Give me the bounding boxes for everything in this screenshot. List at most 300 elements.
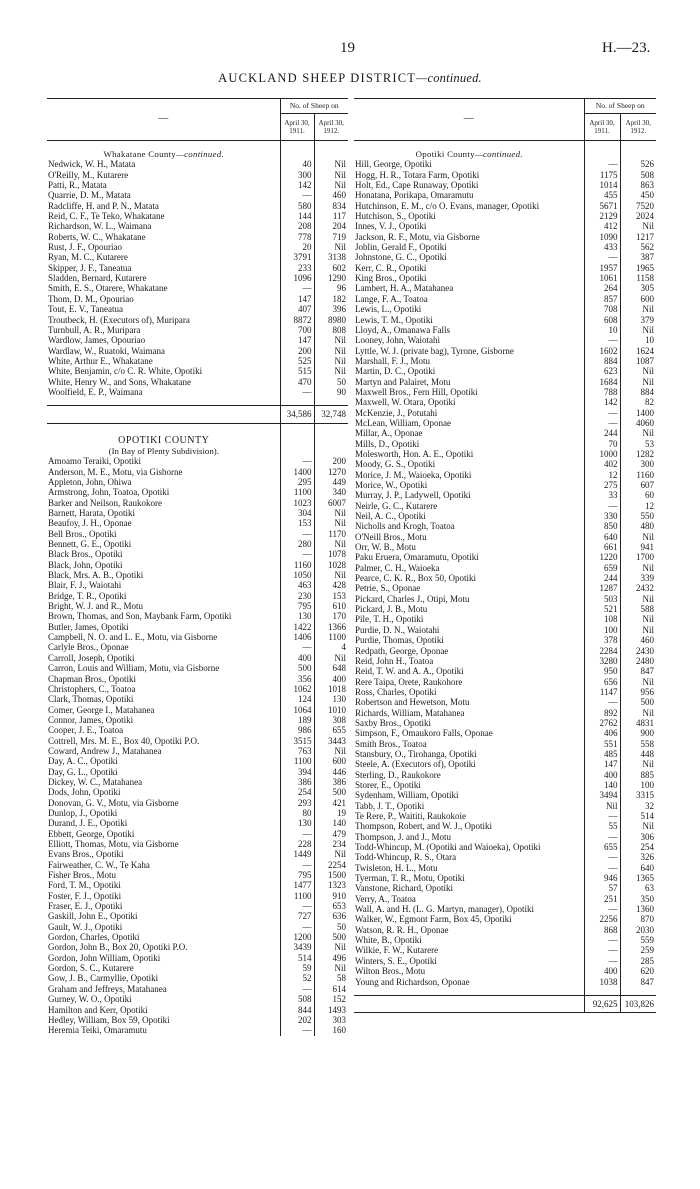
sheep-1912: 100 (640, 779, 654, 790)
sheep-1911: 140 (584, 780, 620, 790)
owner-name: Fairweather, C. W., Te Kaha (48, 859, 150, 870)
table-row (354, 966, 656, 976)
sheep-1911: — (280, 922, 314, 932)
owner-name: Sladden, Bernard, Kutarere (48, 273, 147, 284)
table-row (47, 498, 348, 508)
table-row (47, 190, 348, 200)
sheep-1911: 892 (584, 708, 620, 718)
sheep-1911: 778 (280, 232, 314, 242)
table-row (47, 932, 348, 942)
owner-name: Lambert, H. A., Matahanea (355, 283, 454, 294)
table-row (354, 873, 656, 883)
sheep-1911: 659 (584, 563, 620, 573)
owner-name: Barker and Neilson, Raukokore (48, 497, 162, 508)
table-row (354, 449, 656, 459)
sheep-1912: 460 (332, 190, 346, 201)
sheep-1911: 5671 (584, 201, 620, 211)
table-row (354, 490, 656, 500)
table-row (47, 777, 348, 787)
sheep-1911: 1050 (280, 570, 314, 580)
owner-name: Young and Richardson, Oponae (355, 976, 470, 987)
table-row (47, 560, 348, 570)
table-row (354, 770, 656, 780)
owner-name: Honatana, Porikapa, Omaramutu (355, 190, 474, 201)
sheep-1912: 140 (332, 818, 346, 829)
year-1911-header: April 30, 1911. (280, 114, 314, 141)
owner-name: Black Bros., Opotiki (48, 549, 123, 560)
owner-name: Elliott, Thomas, Motu, via Gisborne (48, 839, 179, 849)
table-row (47, 477, 348, 487)
sheep-1911: 407 (280, 304, 314, 314)
table-row (47, 304, 348, 314)
owner-name: Bright, W. J. and R., Motu (48, 601, 144, 612)
table-row (354, 552, 656, 562)
sheep-1912: 1323 (328, 880, 346, 891)
sheep-1912: 379 (640, 314, 654, 325)
sheep-1912: 834 (332, 200, 346, 211)
table-row (47, 684, 348, 694)
owner-name: Petrie, S., Oponae (355, 583, 421, 594)
table-row (47, 242, 348, 252)
table-row (354, 821, 656, 831)
total-1912: 32,748 (314, 406, 348, 423)
sheep-1911: 147 (584, 759, 620, 769)
sheep-1912: 600 (640, 293, 654, 304)
sheep-1911: 412 (584, 221, 620, 231)
owner-name: Woolfield, E. P., Waimana (48, 386, 143, 397)
table-row (354, 594, 656, 604)
sheep-1911: 142 (280, 180, 314, 190)
owner-name: Vanstone, Richard, Opotiki (355, 883, 453, 894)
sheep-1912: 153 (332, 590, 346, 601)
sheep-1912: Nil (334, 518, 346, 529)
sheep-1912: Nil (642, 593, 654, 604)
sheep-1912: 285 (640, 955, 654, 966)
table-row (354, 201, 656, 211)
sheep-1911: 1684 (584, 377, 620, 387)
sheep-1912: 479 (332, 828, 346, 839)
owner-name: Lewis, T. M., Opotiki (355, 314, 433, 325)
table-row (354, 283, 656, 293)
section-heading-whakatane: Whakatane County—continued. (103, 149, 224, 159)
sheep-1912: 1170 (328, 528, 346, 539)
sheep-1911: — (584, 945, 620, 955)
sheep-1911: 147 (280, 335, 314, 345)
table-row (354, 170, 656, 180)
sheep-1912: 450 (640, 190, 654, 201)
table-row (354, 263, 656, 273)
owner-name: Purdie, D. N., Waiotahi (355, 624, 440, 635)
owner-name: Hutchison, S., Opotiki (355, 211, 436, 222)
owner-name: Dods, John, Opotiki (48, 787, 121, 798)
sheep-1912: 863 (640, 180, 654, 191)
owner-name: Martyn and Palairet, Motu (355, 376, 451, 387)
table-row (47, 849, 348, 859)
sheep-1912: 259 (640, 945, 654, 956)
sheep-1911: 1287 (584, 583, 620, 593)
owner-name: Pickard, J. B., Motu (355, 604, 428, 615)
table-row (47, 818, 348, 828)
sheep-1912: 396 (332, 304, 346, 315)
owner-name: Beaufoy, J. H., Oponae (48, 518, 132, 529)
owner-name: Murray, J. P., Ladywell, Opotiki (355, 490, 471, 501)
table-row (354, 811, 656, 821)
sheep-1911: — (280, 901, 314, 911)
owner-name: Lewis, L., Opotiki (355, 304, 422, 315)
owner-name: Storer, E., Opotiki (355, 779, 421, 790)
sheep-1911: — (584, 252, 620, 262)
table-row (47, 715, 348, 725)
sheep-1912: 12 (645, 500, 654, 511)
table-row (354, 366, 656, 376)
table-row (47, 518, 348, 528)
sheep-1911: 70 (584, 439, 620, 449)
table-row (47, 994, 348, 1004)
sheep-1912: Nil (334, 963, 346, 974)
sheep-1911: 1100 (280, 891, 314, 901)
owner-name: Johnstone, G. C., Opotiki (355, 252, 447, 263)
sheep-1912: Nil (334, 652, 346, 663)
owner-name: Barnett, Harata, Opotiki (48, 508, 135, 518)
sheep-1911: 1422 (280, 622, 314, 632)
owner-name: Palmer, C. H., Waioeka (355, 562, 440, 573)
owner-name: Donovan, G. V., Motu, via Gisborne (48, 797, 179, 808)
table-row (47, 725, 348, 735)
owner-name: Campbell, N. O. and L. E., Motu, via Gisborne (48, 632, 218, 643)
sheep-1912: 303 (332, 1014, 346, 1025)
sheep-1911: 521 (584, 604, 620, 614)
sheep-1912: 53 (645, 438, 654, 449)
sheep-1912: 847 (640, 976, 654, 987)
sheep-1912: Nil (642, 676, 654, 687)
page-title-continued: —continued. (416, 71, 482, 85)
sheep-1911: 950 (584, 666, 620, 676)
table-row (47, 315, 348, 325)
sheep-1911: — (280, 984, 314, 994)
sheep-1912: 10 (645, 335, 654, 346)
sheep-1912: 446 (332, 766, 346, 777)
sheep-1912: 1965 (636, 262, 654, 273)
sheep-1912: Nil (642, 614, 654, 625)
sheep-1912: 4 (341, 642, 346, 653)
table-row (47, 356, 348, 366)
sheep-1911: 1000 (584, 449, 620, 459)
sheep-1911: 254 (280, 787, 314, 797)
sheep-1912: 1500 (328, 870, 346, 881)
sheep-1911: 700 (280, 325, 314, 335)
sheep-1911: 1062 (280, 684, 314, 694)
sheep-table-left (47, 98, 348, 1036)
table-row (354, 956, 656, 966)
table-row (354, 759, 656, 769)
sheep-1912: Nil (334, 345, 346, 356)
table-row (354, 583, 656, 593)
sheep-1911: 986 (280, 725, 314, 735)
table-row (354, 325, 656, 335)
sheep-1912: 1400 (636, 407, 654, 418)
owner-name: Pearce, C. K. R., Box 50, Opotiki (355, 573, 476, 584)
table-row (354, 832, 656, 842)
sheep-1911: 1100 (280, 756, 314, 766)
sheep-1911: — (584, 697, 620, 707)
table-row (47, 953, 348, 963)
sheep-1912: 387 (640, 252, 654, 263)
total-1912: 103,826 (620, 995, 656, 1012)
sheep-1912: 558 (640, 738, 654, 749)
owner-name: Morice, J. M., Waioeka, Opotiki (355, 469, 472, 480)
sheep-1912: 82 (645, 397, 654, 408)
owner-name: Fisher Bros., Motu (48, 870, 117, 881)
table-row (47, 591, 348, 601)
owner-name: Cooper, J. E., Toatoa (48, 725, 124, 736)
sheep-1912: 602 (332, 262, 346, 273)
owner-name: Day, A. C., Opotiki (48, 756, 118, 767)
sheep-1911: — (280, 860, 314, 870)
owner-name: Verry, A., Toatoa (355, 893, 416, 904)
sheep-1912: 956 (640, 686, 654, 697)
sheep-1912: 808 (332, 324, 346, 335)
table-row (354, 563, 656, 573)
sheep-1911: 727 (280, 911, 314, 921)
owner-name: Molesworth, Hon. A. E., Opotiki (355, 448, 474, 459)
year-1912-header: April 30, 1912. (620, 114, 656, 141)
sheep-1912: 4060 (636, 417, 654, 428)
table-row (354, 925, 656, 935)
owner-name: Heremia Teiki, Omaramutu (48, 1025, 147, 1036)
sheep-1911: 623 (584, 366, 620, 376)
sheep-1912: 1078 (328, 549, 346, 560)
table-row (354, 190, 656, 200)
table-row (354, 852, 656, 862)
total-label (354, 995, 584, 1012)
sheep-1911: 515 (280, 366, 314, 376)
sheep-1912: 460 (640, 635, 654, 646)
sheep-1911: 202 (280, 1015, 314, 1025)
sheep-1912: 8980 (328, 314, 346, 325)
sheep-1912: 847 (640, 666, 654, 677)
sheep-1912: 1018 (328, 683, 346, 694)
owner-name: Fraser, E. J., Opotiki (48, 901, 123, 912)
table-row (354, 387, 656, 397)
sheep-1912: 6007 (328, 497, 346, 508)
sheep-1912: 200 (332, 456, 346, 467)
table-row (47, 642, 348, 652)
sheep-1911: 244 (584, 428, 620, 438)
sheep-1912: Nil (334, 180, 346, 191)
sheep-1912: 305 (640, 283, 654, 294)
owner-name: Durand, J. E., Opotiki (48, 818, 128, 829)
sheep-1911: 3515 (280, 736, 314, 746)
sheep-1911: — (584, 408, 620, 418)
owner-name: Wardlow, James, Opouriao (48, 335, 146, 346)
sheep-count-header: No. of Sheep on (280, 99, 348, 114)
sheep-1911: 40 (280, 159, 314, 169)
sheep-1911: Nil (584, 801, 620, 811)
table-row (47, 973, 348, 983)
owner-name: Robertson and Hewetson, Motu (355, 697, 470, 708)
owner-name: Bridge, T. R., Opotiki (48, 590, 127, 601)
sheep-1912: 2432 (636, 583, 654, 594)
total-row-whakatane (47, 406, 348, 423)
sheep-1912: 2024 (636, 211, 654, 222)
owner-name: Wilton Bros., Motu (355, 966, 426, 977)
table-row (354, 501, 656, 511)
sheep-1912: Nil (334, 169, 346, 180)
sheep-1912: 428 (332, 580, 346, 591)
owner-name: Carlyle Bros., Oponae (48, 642, 129, 653)
sheep-1911: 244 (584, 573, 620, 583)
sheep-1912: 160 (332, 1025, 346, 1036)
sheep-1911: 2762 (584, 718, 620, 728)
owner-name: Reid, T. W. and A. A., Opotiki (355, 666, 464, 677)
left-table-body (47, 141, 348, 1036)
table-row (47, 984, 348, 994)
sheep-1911: 153 (280, 518, 314, 528)
owner-name: Todd-Whincup, R. S., Otara (355, 852, 457, 863)
owner-name: Walker, W., Egmont Farm, Box 45, Opotiki (355, 914, 512, 925)
sheep-1911: — (280, 642, 314, 652)
table-row (47, 694, 348, 704)
table-row (47, 487, 348, 497)
sheep-1912: 50 (337, 921, 346, 932)
sheep-1912: 2480 (636, 655, 654, 666)
table-row (354, 977, 656, 987)
owner-name: Coward, Andrew J., Matahanea (48, 745, 162, 756)
owner-name: Orr, W. B., Motu (355, 542, 416, 553)
table-row (354, 511, 656, 521)
sheep-1911: — (280, 387, 314, 397)
sheep-1912: 941 (640, 542, 654, 553)
owner-name: McLean, William, Oponae (355, 417, 451, 428)
sheep-1912: 884 (640, 386, 654, 397)
owner-name: Lloyd, A., Omanawa Falls (355, 324, 450, 335)
sheep-1912: 600 (332, 756, 346, 767)
sheep-1911: 463 (280, 580, 314, 590)
sheep-1912: 3138 (328, 252, 346, 263)
sheep-1911: 844 (280, 1005, 314, 1015)
owner-name: Dunlop, J., Opotiki (48, 807, 118, 818)
sheep-1912: 4831 (636, 717, 654, 728)
table-row (354, 604, 656, 614)
sheep-1911: 433 (584, 242, 620, 252)
table-row (47, 467, 348, 477)
sheep-1912: 152 (332, 994, 346, 1005)
sheep-1912: 496 (332, 952, 346, 963)
table-row (354, 883, 656, 893)
sheep-1912: 170 (332, 611, 346, 622)
sheep-1912: Nil (642, 624, 654, 635)
sheep-1911: 400 (584, 966, 620, 976)
sheep-1911: 580 (280, 201, 314, 211)
sheep-1911: 1023 (280, 498, 314, 508)
sheep-1912: Nil (642, 376, 654, 387)
table-row (354, 377, 656, 387)
table-row (354, 428, 656, 438)
table-row (354, 439, 656, 449)
sheep-1911: 640 (584, 532, 620, 542)
owner-name: Nicholls and Krogh, Toatoa (355, 521, 455, 532)
table-row (47, 942, 348, 952)
table-row (47, 539, 348, 549)
sheep-1911: 233 (280, 263, 314, 273)
sheep-1911: 1096 (280, 273, 314, 283)
owner-name: Thompson, Robert, and W. J., Opotiki (355, 821, 492, 832)
owner-name: Gault, W. J., Opotiki (48, 921, 123, 932)
sheep-1912: 326 (640, 852, 654, 863)
owner-name: Blair, F. J., Waiotahi (48, 580, 122, 591)
sheep-1912: Nil (642, 324, 654, 335)
table-row (354, 532, 656, 542)
table-row (47, 911, 348, 921)
sheep-1911: — (584, 418, 620, 428)
table-row (354, 780, 656, 790)
owner-name: Gordon, Charles, Opotiki (48, 932, 140, 943)
page-title (0, 71, 700, 86)
table-row (354, 708, 656, 718)
sheep-1912: 648 (332, 663, 346, 674)
table-row (354, 180, 656, 190)
owner-name: Reid, C. F., Te Teko, Whakatane (48, 211, 165, 222)
sheep-1912: 182 (332, 293, 346, 304)
owner-name: Neirle, G. C., Kutarere (355, 500, 438, 511)
right-column (354, 98, 656, 1013)
table-row (354, 739, 656, 749)
sheep-1912: Nil (642, 304, 654, 315)
owner-name: Paku Eruera, Omaramutu, Opotiki (355, 552, 479, 563)
sheep-1911: 763 (280, 746, 314, 756)
owner-name: Te Rere, P., Waititi, Raukokoie (355, 811, 466, 821)
sheep-1911: 251 (584, 894, 620, 904)
owner-name: King Bros., Opotiki (355, 273, 427, 284)
owner-name: Dickey, W. C., Matahanea (48, 776, 143, 787)
sheep-1911: 1038 (584, 977, 620, 987)
table-row (354, 718, 656, 728)
sheep-1912: Nil (642, 759, 654, 770)
owner-name: Skipper, J. F., Taneatua (48, 262, 132, 273)
sheep-1911: 525 (280, 356, 314, 366)
sheep-1912: Nil (334, 366, 346, 377)
sheep-count-header: No. of Sheep on (584, 99, 656, 114)
owner-name: Purdie, Thomas, Opotiki (355, 635, 444, 646)
owner-name: Connor, James, Opotiki (48, 714, 134, 725)
sheep-1911: 884 (584, 356, 620, 366)
table-row (354, 635, 656, 645)
sheep-1911: — (280, 529, 314, 539)
owner-name: Cottrell, Mrs. M. E., Box 40, Opotiki P.O. (48, 735, 200, 746)
sheep-1911: 200 (280, 346, 314, 356)
sheep-1911: 304 (280, 508, 314, 518)
sheep-1912: 1010 (328, 704, 346, 715)
owner-name: Marshall, F. J., Motu (355, 355, 431, 366)
table-row (47, 346, 348, 356)
owner-name: Watson, R. R. H., Oponae (355, 924, 449, 935)
owner-name: Joblin, Gerald F., Opotiki (355, 242, 447, 253)
sheep-1911: — (280, 190, 314, 200)
table-row (47, 808, 348, 818)
table-row (47, 549, 348, 559)
sheep-1912: 400 (332, 673, 346, 684)
sheep-1912: 885 (640, 769, 654, 780)
owner-name: Looney, John, Waiotahi (355, 335, 441, 346)
sheep-1912: 63 (645, 883, 654, 894)
table-row (47, 508, 348, 518)
sheep-1912: 655 (332, 725, 346, 736)
sheep-1911: 275 (584, 480, 620, 490)
owner-name: Quarrie, D. M., Matata (48, 190, 131, 201)
table-row (354, 842, 656, 852)
sheep-1911: 400 (584, 770, 620, 780)
owner-name: Holt, Ed., Cape Runaway, Opotiki (355, 180, 479, 191)
